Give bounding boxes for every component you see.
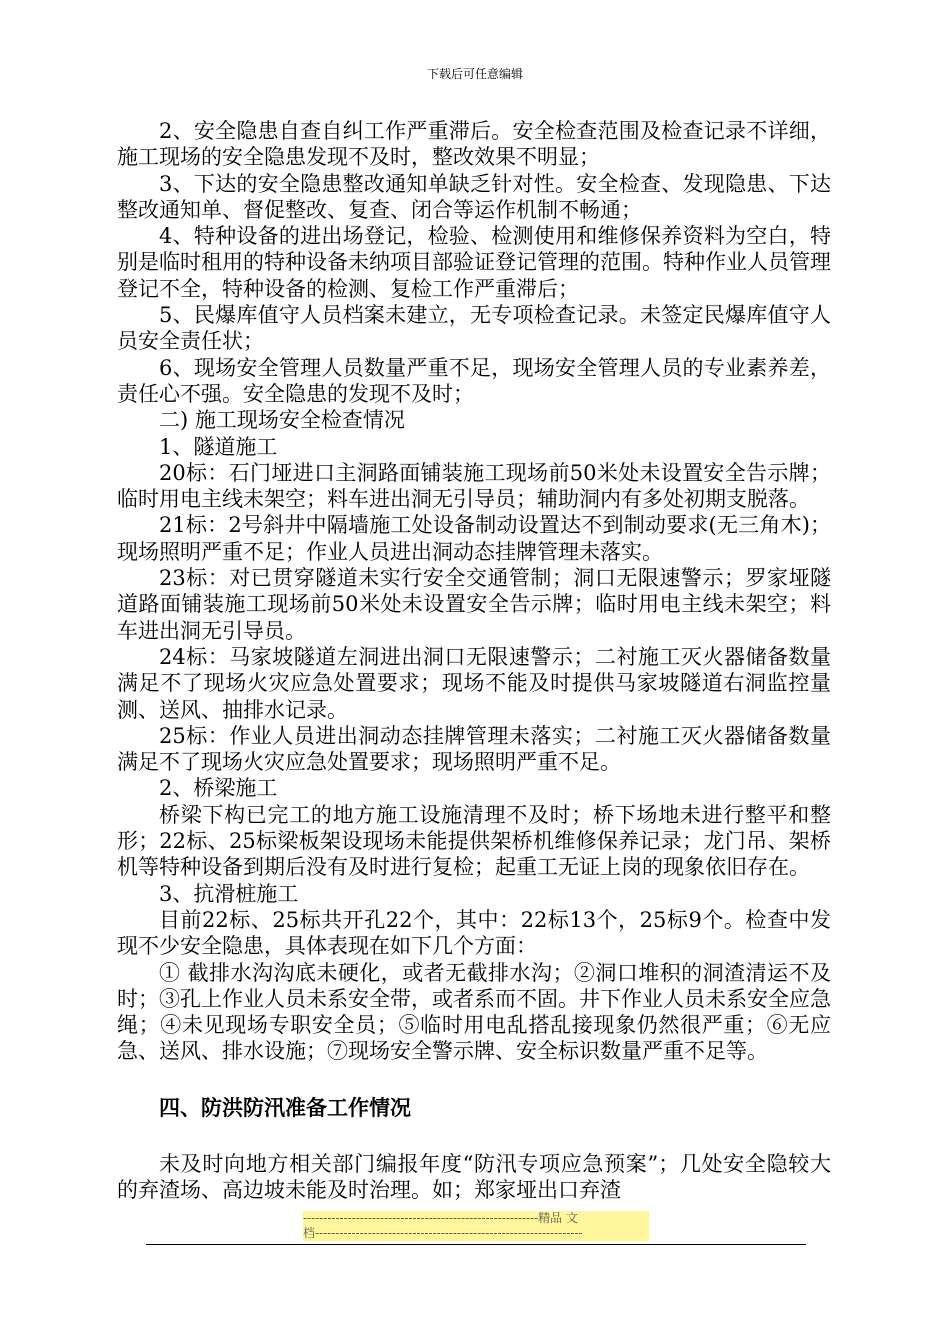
paragraph: 4、特种设备的进出场登记，检验、检测使用和维修保养资料为空白，特别是临时租用的特种设备未纳项目部验证登记管理的范围。特种作业人员管理登记不全，特种设备的检测、复检工作严重滞后；	[117, 224, 831, 301]
paragraph: 3、下达的安全隐患整改通知单缺乏针对性。安全检查、发现隐患、下达整改通知单、督促整改、复查、闭合等运作机制不畅通；	[117, 171, 831, 222]
subsection-title: 2、桥梁施工	[159, 776, 278, 801]
closing-paragraph: 未及时向地方相关部门编报年度“防汛专项应急预案”；几处安全隐较大的弃渣场、高边坡未能及时治理。如；郑家垭出口弃渣	[117, 1151, 831, 1203]
paragraph: 桥梁下构已完工的地方施工设施清理不及时；桥下场地未进行整平和整形；22标、25标梁板架设现场未能提供架桥机维修保养记录；龙门吊、架桥机等特种设备到期后没有及时进行复检；起重工无证上岗的现象依旧存在。	[117, 802, 831, 880]
footer-line: 档------------------------------------------------------------------	[303, 1226, 583, 1240]
subsection-title: 3、抗滑桩施工	[159, 881, 299, 906]
paragraph: 23标：对已贯穿隧道未实行安全交通管制；洞口无限速警示；罗家垭隧道路面铺装施工现场前50米处未设置安全告示牌；临时用电主线未架空；料车进出洞无引导员。	[117, 566, 831, 643]
paragraph: 25标：作业人员进出洞动态挂牌管理未落实；二衬施工灭火器储备数量满足不了现场火灾应急处置要求；现场照明严重不足。	[117, 723, 831, 775]
paragraph: 2、安全隐患自查自纠工作严重滞后。安全检查范围及检查记录不详细，施工现场的安全隐患发现不及时，整改效果不明显；	[117, 119, 831, 170]
footer-divider	[146, 1244, 806, 1245]
paragraph: 目前22标、25标共开孔22个，其中：22标13个，25标9个。检查中发现不少安全隐患，具体表现在如下几个方面：	[117, 907, 831, 959]
section-heading: 四、防洪防汛准备工作情况	[159, 1095, 411, 1120]
footer-watermark	[303, 1211, 649, 1241]
subsection-title: 1、隧道施工	[159, 434, 278, 459]
paragraph: 21标：2号斜井中隔墙施工处设备制动设置达不到制动要求(无三角木)；现场照明严重不足；作业人员进出洞动态挂牌管理未落实。	[117, 513, 831, 564]
paragraph: 24标：马家坡隧道左洞进出洞口无限速警示；二衬施工灭火器储备数量满足不了现场火灾应急处置要求；现场不能及时提供马家坡隧道右洞监控量测、送风、抽排水记录。	[117, 644, 831, 722]
paragraph: 5、民爆库值守人员档案未建立，无专项检查记录。未签定民爆库值守人员安全责任状；	[117, 303, 831, 354]
paragraph: 20标：石门垭进口主洞路面铺装施工现场前50米处未设置安全告示牌；临时用电主线未架空；料车进出洞无引导员；辅助洞内有多处初期支脱落。	[117, 460, 831, 512]
subsection-title: 二) 施工现场安全检查情况	[159, 408, 405, 433]
footer-line: ----------------------------------------------------------精品 文	[303, 1211, 578, 1225]
paragraph: 6、现场安全管理人员数量严重不足，现场安全管理人员的专业素养差，责任心不强。安全隐患的发现不及时；	[117, 355, 831, 406]
paragraph: ① 截排水沟沟底未硬化，或者无截排水沟；②洞口堆积的洞渣清运不及时；③孔上作业人员未系安全带，或者系而不固。井下作业人员未系安全应急绳；④未见现场专职安全员；⑤临时用电乱搭乱接现象仍然很严重；⑥无应急、送风、排水设施；⑦现场安全警示牌、安全标识数量严重不足等。	[117, 960, 831, 1064]
header-note: 下载后可任意编辑	[426, 67, 523, 81]
document-body	[117, 118, 831, 1204]
